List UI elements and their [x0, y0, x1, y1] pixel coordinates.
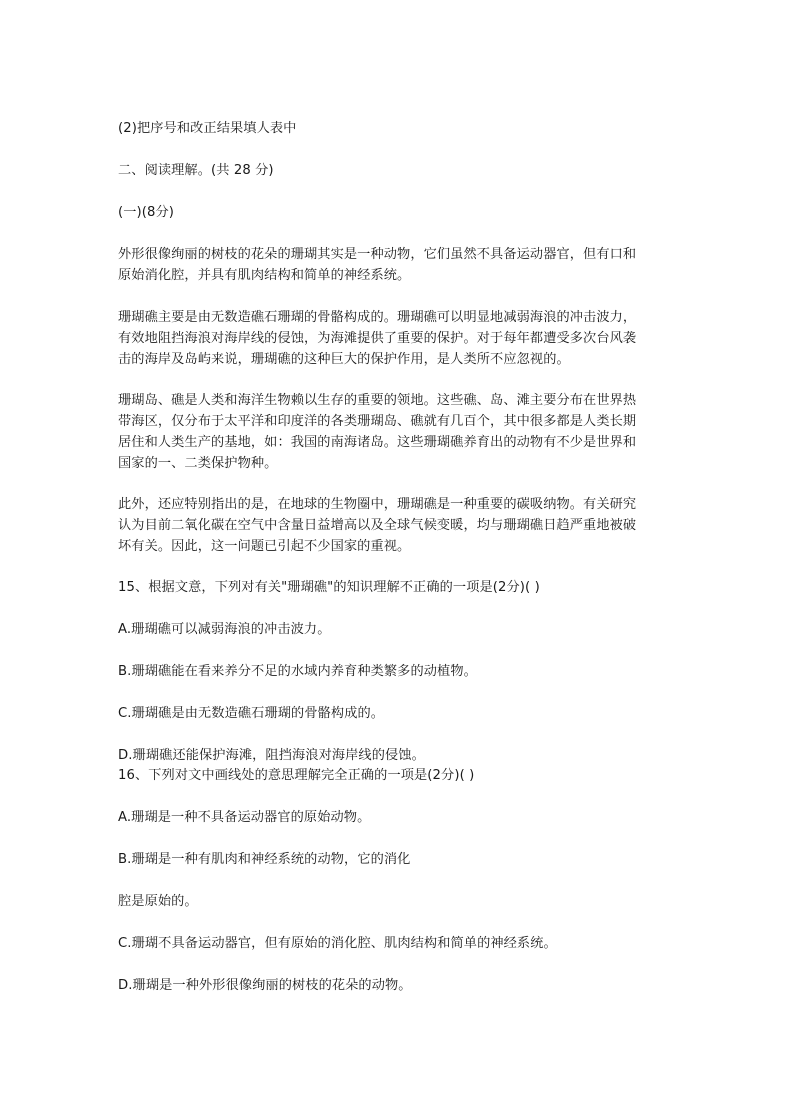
- question-16-option-c: C.珊瑚不具备运动器官，但有原始的消化腔、肌肉结构和简单的神经系统。: [118, 936, 557, 951]
- question-16-option-d: D.珊瑚是一种外形很像绚丽的树枝的花朵的动物。: [118, 978, 412, 993]
- paragraph-line: 原始消化腔，并具有肌肉结构和简单的神经系统。: [118, 268, 411, 283]
- paragraph-line: 带海区，仅分布于太平洋和印度洋的各类珊瑚岛、礁就有几百个，其中很多都是人类长期: [118, 414, 637, 429]
- question-16-option-b-continued: 腔是原始的。: [118, 894, 198, 909]
- question-15-option-a: A.珊瑚礁可以减弱海浪的冲击波力。: [118, 622, 331, 637]
- paragraph-line: 国家的一、二类保护物种。: [118, 456, 278, 471]
- paragraph-line: 外形很像绚丽的树枝的花朵的珊瑚其实是一种动物，它们虽然不具备运动器官，但有口和: [118, 247, 637, 262]
- question-15-option-c: C.珊瑚礁是由无数造礁石珊瑚的骨骼构成的。: [118, 706, 385, 721]
- paragraph-1: [118, 244, 678, 286]
- subsection-heading: (一)(8分): [118, 205, 175, 220]
- paragraph-line: 居住和人类生产的基地，如：我国的南海诸岛。这些珊瑚礁养育出的动物有不少是世界和: [118, 435, 637, 450]
- paragraph-3: [118, 390, 678, 474]
- paragraph-line: 击的海岸及岛屿来说，珊瑚礁的这种巨大的保护作用，是人类所不应忽视的。: [118, 352, 570, 367]
- paragraph-line: 认为目前二氧化碳在空气中含量日益增高以及全球气候变暖，均与珊瑚礁日趋严重地被破: [118, 518, 637, 533]
- instruction-line: (2)把序号和改正结果填人表中: [118, 121, 297, 136]
- paragraph-line: 坏有关。因此，这一问题已引起不少国家的重视。: [118, 539, 411, 554]
- question-16-option-b: B.珊瑚是一种有肌肉和神经系统的动物，它的消化: [118, 852, 411, 867]
- paragraph-line: 有效地阻挡海浪对海岸线的侵蚀，为海滩提供了重要的保护。对于每年都遭受多次台风袭: [118, 331, 637, 346]
- question-15-stem: 15、根据文意，下列对有关"珊瑚礁"的知识理解不正确的一项是(2分)( ): [118, 580, 540, 595]
- question-16-option-a: A.珊瑚是一种不具备运动器官的原始动物。: [118, 810, 371, 825]
- paragraph-line: 珊瑚礁主要是由无数造礁石珊瑚的骨骼构成的。珊瑚礁可以明显地减弱海浪的冲击波力，: [118, 310, 637, 325]
- question-15-option-b: B.珊瑚礁能在看来养分不足的水域内养育种类繁多的动植物。: [118, 664, 477, 679]
- question-16-stem: 16、下列对文中画线处的意思理解完全正确的一项是(2分)( ): [118, 768, 475, 783]
- question-15-option-d: D.珊瑚礁还能保护海滩，阻挡海浪对海岸线的侵蚀。: [118, 748, 425, 763]
- paragraph-2: [118, 307, 678, 370]
- paragraph-line: 此外，还应特别指出的是，在地球的生物圈中，珊瑚礁是一种重要的碳吸纳物。有关研究: [118, 497, 637, 512]
- section-heading: 二、阅读理解。(共 28 分): [118, 163, 274, 178]
- paragraph-4: [118, 494, 678, 557]
- paragraph-line: 珊瑚岛、礁是人类和海洋生物赖以生存的重要的领地。这些礁、岛、滩主要分布在世界热: [118, 393, 637, 408]
